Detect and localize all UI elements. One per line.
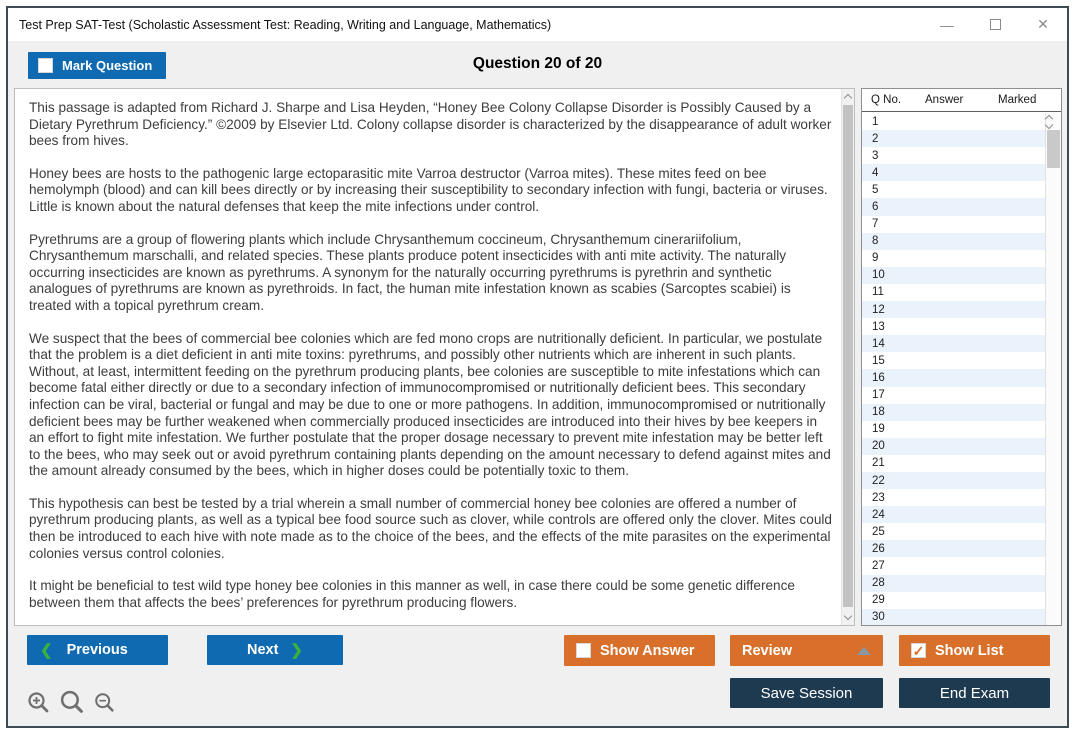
row-qno: 28 bbox=[872, 577, 885, 590]
previous-label: Previous bbox=[66, 642, 128, 658]
end-exam-label: End Exam bbox=[939, 684, 1010, 702]
chevron-right-icon: ❯ bbox=[290, 642, 303, 659]
scroll-up-icon[interactable] bbox=[842, 89, 854, 104]
row-qno: 22 bbox=[872, 474, 885, 487]
row-qno: 24 bbox=[872, 508, 885, 521]
row-qno: 7 bbox=[872, 218, 879, 231]
save-session-label: Save Session bbox=[760, 684, 853, 702]
question-row[interactable] bbox=[862, 438, 1045, 455]
row-qno: 19 bbox=[872, 423, 885, 436]
scroll-down-icon[interactable] bbox=[842, 610, 854, 625]
row-qno: 2 bbox=[872, 132, 879, 145]
next-label: Next bbox=[246, 642, 279, 658]
row-qno: 11 bbox=[872, 286, 884, 299]
passage-paragraph: This hypothesis can best be tested by a trial wherein a small number of commercial honey bee colonies are offered a number of pyrethrum producing plants, as well as a typical bee food source such as clover, while controls are offered only the clover. Mites could then be introduced to each hive with note made as to the choice of the bees, and the effects of the mite parasites on the experimental colonies versus control colonies. bbox=[29, 495, 832, 561]
row-qno: 10 bbox=[872, 269, 885, 282]
question-row[interactable] bbox=[862, 506, 1045, 523]
row-qno: 25 bbox=[872, 525, 885, 538]
question-rows bbox=[862, 113, 1045, 625]
show-answer-button[interactable] bbox=[564, 635, 715, 666]
question-row[interactable] bbox=[862, 455, 1045, 472]
row-qno: 1 bbox=[872, 115, 879, 128]
question-row[interactable] bbox=[862, 421, 1045, 438]
show-list-checkbox[interactable] bbox=[911, 643, 926, 658]
question-row[interactable] bbox=[862, 540, 1045, 557]
minimize-icon[interactable]: — bbox=[940, 16, 954, 33]
row-qno: 5 bbox=[872, 183, 879, 196]
passage-paragraph: This passage is adapted from Richard J. Sharpe and Lisa Heyden, “Honey Bee Colony Collapse Disorder is Possibly Caused by a Dietary Pyrethrum Deficiency.” ©2009 by Elsevier Ltd. Colony collapse disorder is characterized by the disappearance of adult worker bees from hives. bbox=[29, 100, 832, 149]
show-list-button[interactable] bbox=[899, 635, 1050, 666]
column-answer: Answer bbox=[925, 94, 964, 106]
zoom-toolbar bbox=[26, 689, 117, 716]
zoom-in-icon[interactable] bbox=[26, 690, 52, 716]
row-qno: 8 bbox=[872, 235, 879, 248]
question-row[interactable] bbox=[862, 575, 1045, 592]
mark-question-label: Mark Question bbox=[62, 58, 153, 73]
passage-panel bbox=[14, 88, 855, 626]
magnifier-icon[interactable] bbox=[59, 689, 86, 716]
question-row[interactable] bbox=[862, 404, 1045, 421]
chevron-left-icon: ❮ bbox=[40, 642, 53, 659]
content-area bbox=[8, 41, 1067, 726]
question-row[interactable] bbox=[862, 523, 1045, 540]
passage-scrollbar[interactable] bbox=[841, 89, 854, 625]
question-row[interactable] bbox=[862, 557, 1045, 574]
question-row[interactable] bbox=[862, 216, 1045, 233]
row-qno: 21 bbox=[872, 457, 885, 470]
passage-paragraph: Pyrethrums are a group of flowering plants which include Chrysanthemum coccineum, Chrysanthemum cinerariifolium, Chrysanthemum marschalli, and related species. These plants produce potent insecticides with anti mite activity. The naturally occurring insecticides are known as pyrethrums. A synonym for the naturally occurring pyrethrums is pyrethrin and synthetic analogues of pyrethrums are known as pyrethroids. In fact, the human mite infestation known as scabies (Sarcoptes scabiei) is treated with a topical pyrethrum cream. bbox=[29, 231, 791, 313]
row-qno: 3 bbox=[872, 149, 879, 162]
row-qno: 30 bbox=[872, 611, 885, 624]
scroll-down-icon[interactable] bbox=[1046, 122, 1061, 128]
question-row[interactable] bbox=[862, 472, 1045, 489]
row-qno: 12 bbox=[872, 303, 885, 316]
review-label: Review bbox=[742, 642, 792, 659]
question-row[interactable] bbox=[862, 147, 1045, 164]
save-session-button[interactable] bbox=[730, 678, 883, 708]
show-answer-checkbox[interactable] bbox=[576, 643, 591, 658]
row-qno: 13 bbox=[872, 320, 885, 333]
question-row[interactable] bbox=[862, 301, 1045, 318]
question-row[interactable] bbox=[862, 181, 1045, 198]
review-dropdown-button[interactable] bbox=[730, 635, 883, 666]
question-row[interactable] bbox=[862, 592, 1045, 609]
previous-button[interactable] bbox=[27, 635, 168, 665]
row-qno: 15 bbox=[872, 354, 885, 367]
app-window bbox=[6, 6, 1069, 728]
row-qno: 29 bbox=[872, 594, 885, 607]
passage-paragraph: We suspect that the bees of commercial bee colonies which are fed mono crops are nutritionally deficient. In particular, we postulate that the problem is a diet deficient in anti mite toxins: pyrethrums, and possibly other nutrients which are inherent in such plants. Without, at least, intermittent feeding on the pyrethrum producing plants, bee colonies are susceptible to mite infestations which can become fatal either directly or due to a secondary infection of immunocompromised or nutritionally deficient bees. This secondary infection can be viral, bacterial or fungal and may be due to one or more pathogens. In addition, immunocompromised or nutritionally deficient bees may be further weakened when commercially produced insecticides are introduced into their hives by bee keepers in an effort to fight mite infestation. We further postulate that the proper dosage necessary to prevent mite infestation may be better left to the bees, who may seek out or avoid pyrethrum containing plants depending on the amount necessary to defend against mites and the amount already consumed by the bees, which in higher doses could be potentially toxic to them. bbox=[29, 330, 831, 479]
question-row[interactable] bbox=[862, 130, 1045, 147]
question-row[interactable] bbox=[862, 318, 1045, 335]
question-row[interactable] bbox=[862, 164, 1045, 181]
show-list-label: Show List bbox=[935, 642, 1004, 659]
zoom-out-icon[interactable] bbox=[93, 691, 117, 715]
row-qno: 27 bbox=[872, 559, 885, 572]
dropdown-up-icon bbox=[857, 647, 871, 655]
row-qno: 17 bbox=[872, 389, 885, 402]
question-row[interactable] bbox=[862, 113, 1045, 130]
question-row[interactable] bbox=[862, 267, 1045, 284]
column-qno: Q No. bbox=[871, 94, 902, 106]
passage-scroll-thumb[interactable] bbox=[843, 105, 853, 607]
close-icon[interactable]: ✕ bbox=[1037, 16, 1049, 32]
question-list-panel bbox=[861, 88, 1062, 626]
question-row[interactable] bbox=[862, 352, 1045, 369]
row-qno: 4 bbox=[872, 166, 879, 179]
row-qno: 26 bbox=[872, 542, 885, 555]
maximize-icon[interactable] bbox=[971, 8, 1019, 41]
show-answer-label: Show Answer bbox=[600, 642, 695, 659]
question-row[interactable] bbox=[862, 335, 1045, 352]
question-row[interactable] bbox=[862, 233, 1045, 250]
end-exam-button[interactable] bbox=[899, 678, 1050, 708]
question-row[interactable] bbox=[862, 609, 1045, 625]
window-title: Test Prep SAT-Test (Scholastic Assessment Test: Reading, Writing and Language, Mathematics) bbox=[19, 17, 552, 32]
row-qno: 9 bbox=[872, 252, 879, 265]
question-row[interactable] bbox=[862, 250, 1045, 267]
question-row[interactable] bbox=[862, 369, 1045, 386]
question-row[interactable] bbox=[862, 387, 1045, 404]
row-qno: 14 bbox=[872, 337, 885, 350]
question-list-header bbox=[862, 89, 1061, 112]
row-qno: 23 bbox=[872, 491, 885, 504]
question-row[interactable] bbox=[862, 284, 1045, 301]
next-button[interactable] bbox=[207, 635, 343, 665]
row-qno: 6 bbox=[872, 201, 879, 214]
passage-text bbox=[15, 89, 841, 625]
row-qno: 20 bbox=[872, 440, 885, 453]
window-controls bbox=[923, 8, 1067, 41]
question-counter: Question 20 of 20 bbox=[472, 55, 603, 72]
question-row[interactable] bbox=[862, 489, 1045, 506]
passage-paragraph: It might be beneficial to test wild type honey bee colonies in this manner as well, in case there could be some genetic difference between them that affects the bees’ preferences for pyrethrum producing flowers. bbox=[29, 578, 795, 610]
column-marked: Marked bbox=[998, 94, 1037, 106]
question-list-scrollbar[interactable] bbox=[1045, 113, 1061, 625]
row-qno: 16 bbox=[872, 371, 885, 384]
title-bar bbox=[8, 8, 1067, 41]
row-qno: 18 bbox=[872, 406, 885, 419]
question-list-scroll-thumb[interactable] bbox=[1047, 130, 1060, 168]
question-row[interactable] bbox=[862, 198, 1045, 215]
passage-paragraph: Honey bees are hosts to the pathogenic large ectoparasitic mite Varroa destructor (Varroa mites). These mites feed on bee hemolymph (blood) and can kill bees directly or by increasing their susceptibility to secondary infection with fungi, bacteria or viruses. Little is known about the natural defenses that keep the mite infections under control. bbox=[29, 165, 828, 214]
